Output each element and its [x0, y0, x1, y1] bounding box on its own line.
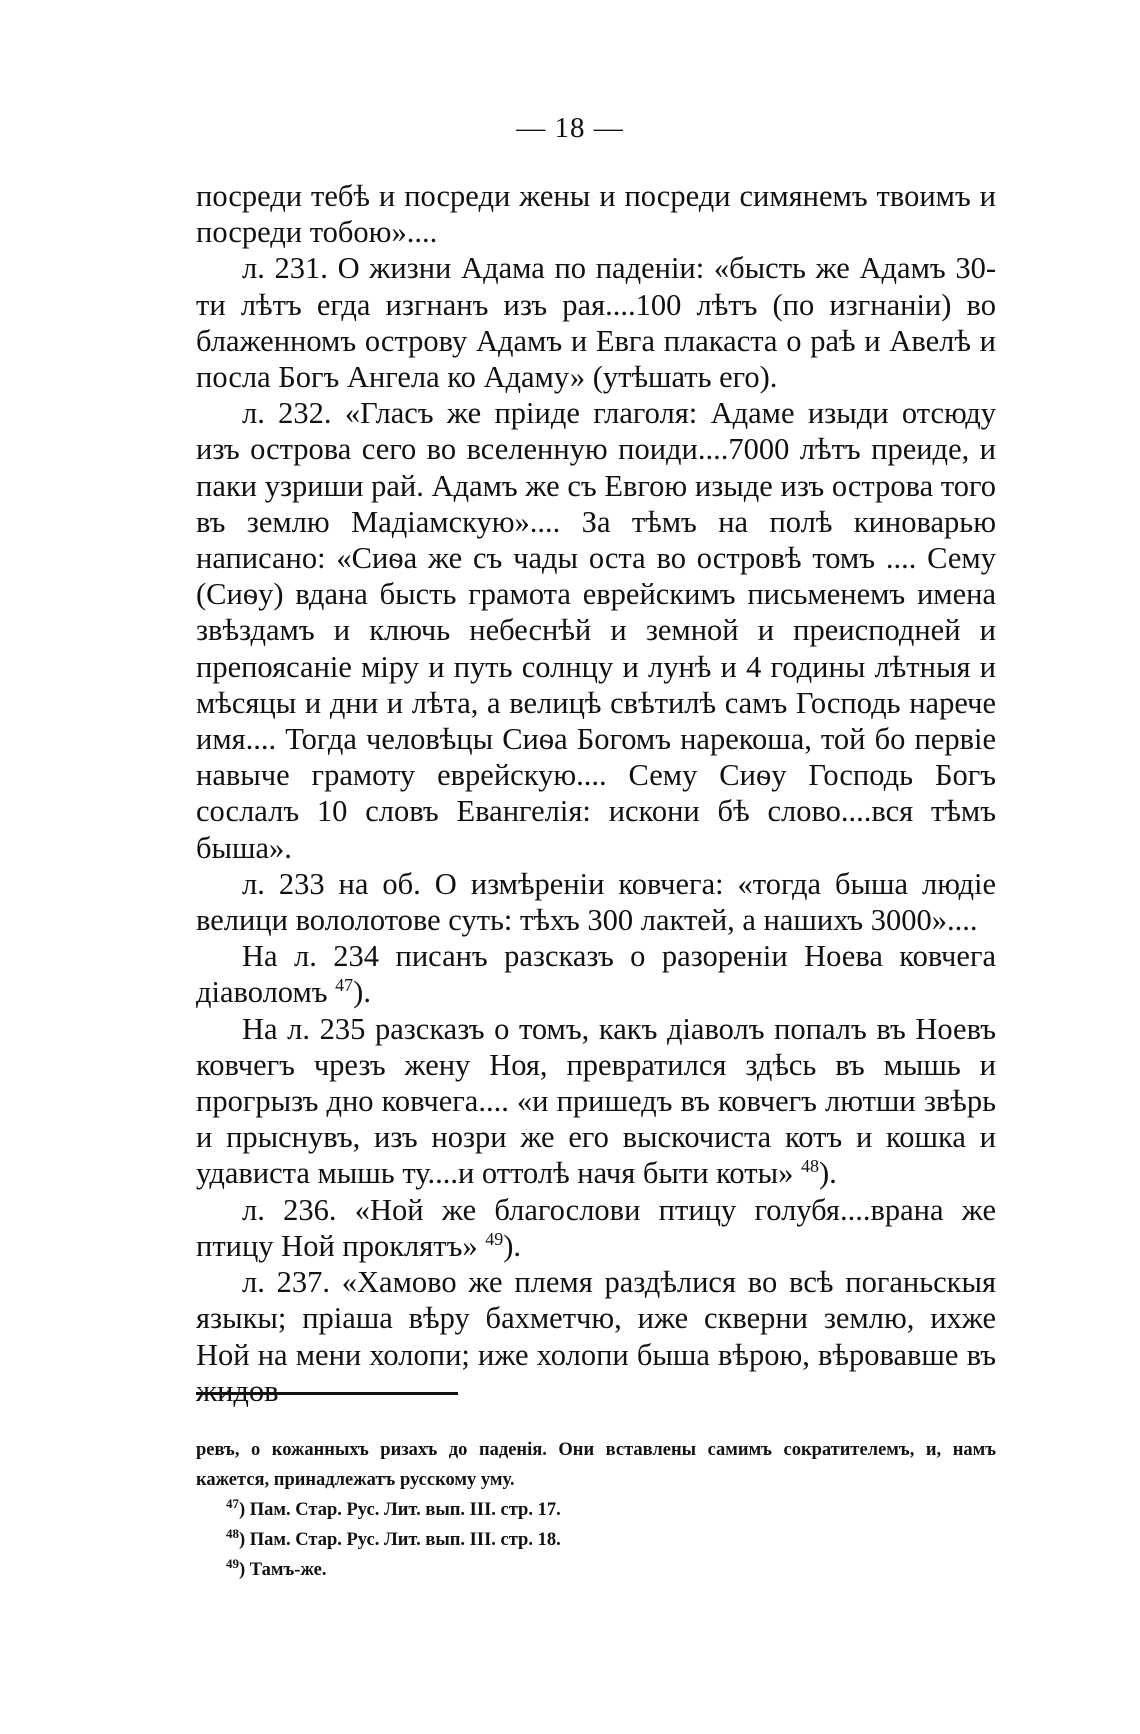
footnote-number: 49	[226, 1555, 239, 1571]
paragraph-2	[196, 250, 996, 395]
paragraph-6	[196, 1011, 996, 1192]
paragraph-tail: ).	[818, 1156, 837, 1191]
footnote-number: 48	[226, 1525, 239, 1541]
paragraph-8	[196, 1264, 996, 1409]
paragraph-text: л. 236. «Ной же благослови птицу голубя....врана же птицу Ной проклятъ»	[196, 1192, 996, 1263]
paragraph-text: л. 233 на об. О измѣреніи ковчега: «тогда быша людіе велици вололотове суть: тѣхъ 300 лактей, а нашихъ 3000»....	[196, 866, 996, 938]
paragraph-tail: ).	[503, 1228, 522, 1263]
footnote-text: ревъ, о кожанныхъ ризахъ до паденія. Они вставлены самимъ сократителемъ, и, намъ кажется, принадлежатъ русскому уму.	[196, 1440, 996, 1490]
footnote-number: 47	[226, 1495, 239, 1511]
paragraph-1	[196, 178, 996, 250]
footnote-divider	[196, 1392, 458, 1395]
paragraph-text: На л. 234 писанъ разсказъ о разореніи Ноева ковчега діаволомъ	[196, 939, 996, 1010]
paragraph-3	[196, 395, 996, 866]
paragraph-text: л. 237. «Хамово же племя раздѣлися во вcѣ поганьскыя языкы; пріаша вѣру бахметчю, иже скверни землю, ихже Ной на мени холопи; иже холопи быша вѣрою, вѣровавше въ жидов-	[196, 1265, 996, 1408]
paragraph-text: л. 232. «Гласъ же пріиде глаголя: Адаме изыди отсюду изъ острова сего во вселенную поиди....7000 лѣтъ преиде, и паки узриши рай. Адамъ же съ Евгою изыде изъ острова того въ землю Мадіамскую».... За тѣмъ на полѣ киноварью написано: «Сиѳа же съ чады оста во островѣ томъ .... Сему (Сиѳу) вдана бысть грамота еврейскимъ письменемъ имена звѣздамъ и ключь небеснѣй и земной и преисподней и препоясаніе міру и путь солнцу и лунѣ и 4 годины лѣтныя и мѣсяцы и дни и лѣта, а велицѣ свѣтилѣ самъ Господь нарече имя.... Тогда человѣцы Сиѳа Богомъ нарекоша, той бо первіе навыче грамоту еврейскую.... Сему Сиѳу Господь Богъ сослалъ 10 словъ Евангелія: искони бѣ слово....вся тѣмъ быша».	[196, 396, 996, 865]
paragraph-7	[196, 1192, 996, 1264]
footnotes	[196, 1435, 996, 1585]
paragraph-text: На л. 235 разсказъ о томъ, какъ діаволъ попалъ въ Ноевъ ковчегъ чрезъ жену Ноя, превратился здѣсь въ мышь и прогрызъ дно ковчега.... «и пришедъ въ ковчегъ лютши звѣрь и прыснувъ, изъ нозри же его выскочиста котъ и кошка и удависта мышь ту....и оттолѣ начя быти коты»	[196, 1011, 996, 1191]
footnote-text: ) Пам. Стар. Рус. Лит. вып. III. стр. 17.	[239, 1500, 561, 1520]
footnote-ref-49[interactable]: 49	[485, 1228, 504, 1249]
paragraph-text: л. 231. О жизни Адама по паденіи: «бысть же Адамъ 30-ти лѣтъ егда изгнанъ изъ рая....100 лѣтъ (по изгнаніи) во блаженномъ острову Адамъ и Евга плакаста о раѣ и Авелѣ и посла Богъ Ангела ко Адаму» (утѣшать его).	[196, 251, 996, 395]
footnote-text: ) Пам. Стар. Рус. Лит. вып. III. стр. 18.	[239, 1530, 561, 1550]
main-text	[196, 178, 996, 1409]
paragraph-tail: ).	[353, 975, 371, 1010]
footnote-47	[196, 1495, 996, 1525]
footnote-ref-48[interactable]: 48	[800, 1156, 819, 1177]
paragraph-5	[196, 938, 996, 1010]
footnote-ref-47[interactable]: 47	[335, 975, 354, 996]
footnote-continuation	[196, 1435, 996, 1495]
footnote-49	[196, 1555, 996, 1585]
footnote-text: ) Тамъ-же.	[239, 1560, 327, 1580]
footnote-48	[196, 1525, 996, 1555]
paragraph-4	[196, 866, 996, 938]
paragraph-text: посреди тебѣ и посреди жены и посреди симянемъ твоимъ и посреди тобою»....	[196, 179, 996, 250]
page-number: — 18 —	[516, 112, 624, 144]
